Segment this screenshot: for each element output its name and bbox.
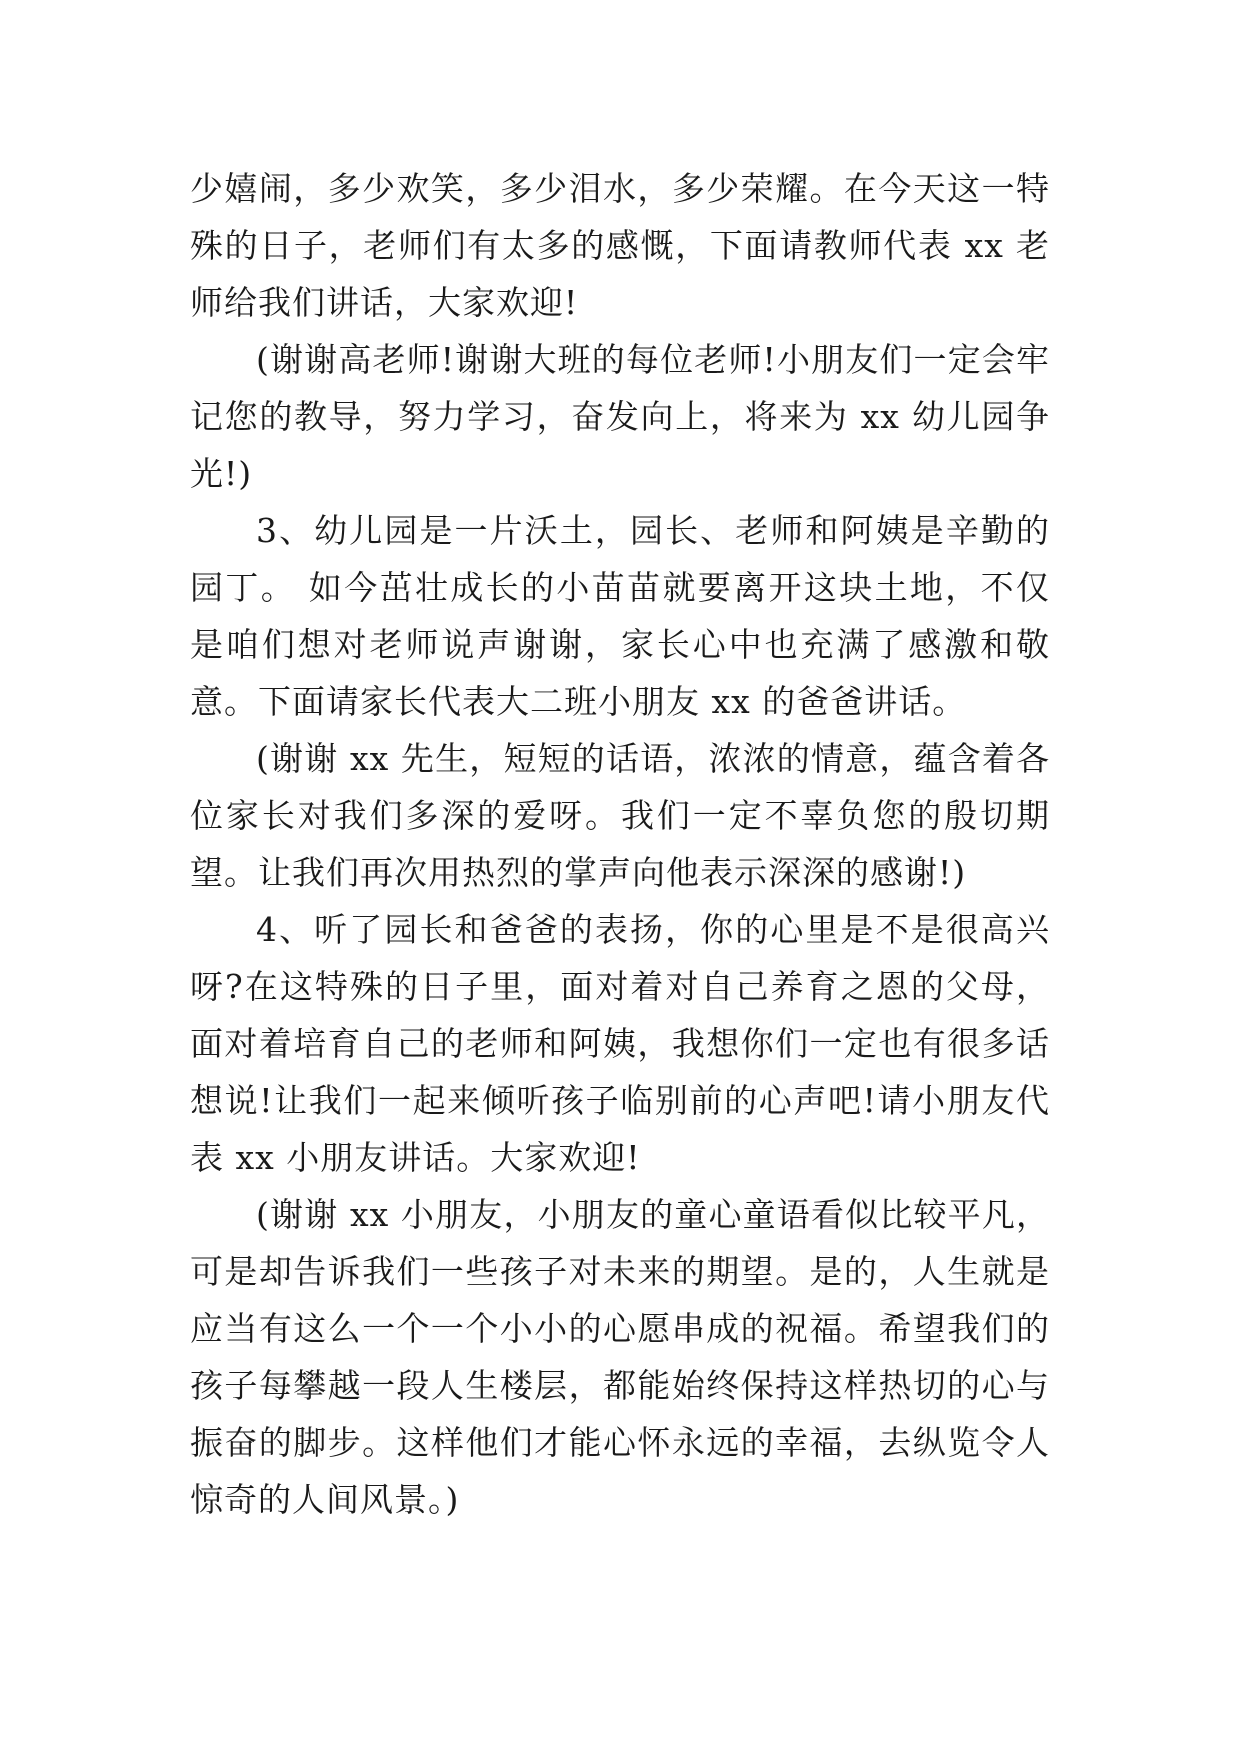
paragraph-6: (谢谢 xx 小朋友，小朋友的童心童语看似比较平凡，可是却告诉我们一些孩子对未来的期望。是的，人生就是应当有这么一个一个小小的心愿串成的祝福。希望我们的孩子每攀越一段人生楼层，都能始终保持这样热切的心与振奋的脚步。这样他们才能心怀永远的幸福，去纵览令人惊奇的人间风景。) xyxy=(190,1195,1050,1519)
paragraph-5: 4、听了园长和爸爸的表扬，你的心里是不是很高兴呀?在这特殊的日子里，面对着对自己养育之恩的父母，面对着培育自己的老师和阿姨，我想你们一定也有很多话想说!让我们一起来倾听孩子临别前的心声吧!请小朋友代表 xx 小朋友讲话。大家欢迎! xyxy=(190,910,1050,1177)
paragraph-3: 3、幼儿园是一片沃土，园长、老师和阿姨是辛勤的园丁。 如今茁壮成长的小苗苗就要离开这块土地，不仅是咱们想对老师说声谢谢，家长心中也充满了感激和敬意。下面请家长代表大二班小朋友 xx 的爸爸讲话。 xyxy=(190,511,1050,721)
paragraph-1: 少嬉闹，多少欢笑，多少泪水，多少荣耀。在今天这一特殊的日子，老师们有太多的感慨，下面请教师代表 xx 老师给我们讲话，大家欢迎! xyxy=(190,169,1050,322)
document-body xyxy=(190,160,1050,1528)
paragraph-2: (谢谢高老师!谢谢大班的每位老师!小朋友们一定会牢记您的教导，努力学习，奋发向上，将来为 xx 幼儿园争光!) xyxy=(190,340,1050,493)
paragraph-4: (谢谢 xx 先生，短短的话语，浓浓的情意，蕴含着各位家长对我们多深的爱呀。我们一定不辜负您的殷切期望。让我们再次用热烈的掌声向他表示深深的感谢!) xyxy=(190,739,1050,892)
